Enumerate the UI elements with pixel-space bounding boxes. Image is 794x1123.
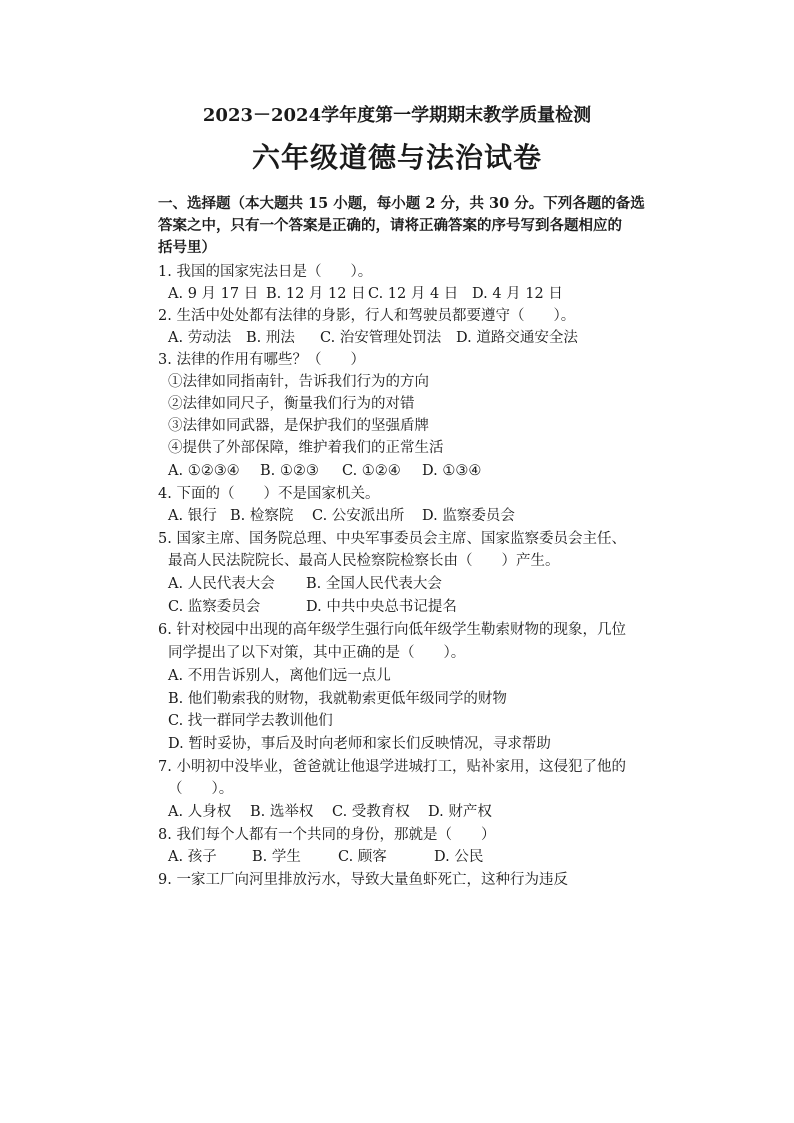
section-instruction-line-3: 括号里） bbox=[158, 239, 216, 256]
question-6-option-c: C. 找一群同学去教训他们 bbox=[168, 713, 333, 729]
question-3-item-2: ②法律如同尺子，衡量我们行为的对错 bbox=[168, 396, 415, 412]
option-c: C. 顾客 bbox=[338, 849, 387, 865]
question-5-options-row-2 bbox=[168, 597, 457, 617]
option-a: A. 劳动法 bbox=[168, 330, 232, 346]
option-b: B. 全国人民代表大会 bbox=[306, 576, 442, 592]
option-a: A. ①②③④ bbox=[168, 463, 240, 479]
option-c: C. 12 月 4 日 bbox=[368, 286, 459, 302]
option-d: D. ①③④ bbox=[422, 463, 482, 479]
section-instruction-line-1: 一、选择题（本大题共 15 小题，每小题 2 分，共 30 分。下列各题的备选 bbox=[158, 195, 645, 212]
question-2-stem: 2. 生活中处处都有法律的身影，行人和驾驶员都要遵守（ ）。 bbox=[158, 308, 576, 324]
question-6-option-d: D. 暂时妥协，事后及时向老师和家长们反映情况，寻求帮助 bbox=[168, 736, 551, 752]
option-b: B. 12 月 12 日 bbox=[266, 286, 366, 302]
exam-header-line: 2023－2024学年度第一学期期末教学质量检测 bbox=[202, 105, 592, 126]
question-7-stem-line-2: （ ）。 bbox=[168, 781, 234, 797]
question-9-stem: 9. 一家工厂向河里排放污水，导致大量鱼虾死亡，这种行为违反 bbox=[158, 872, 568, 888]
section-instruction-line-2: 答案之中，只有一个答案是正确的，请将正确答案的序号写到各题相应的 bbox=[158, 217, 622, 234]
question-4-options bbox=[168, 506, 515, 526]
option-b: B. ①②③ bbox=[260, 463, 319, 479]
exam-title: 六年级道德与法治试卷 bbox=[251, 141, 542, 174]
option-d: D. 监察委员会 bbox=[422, 508, 515, 524]
question-3-item-4: ④提供了外部保障，维护着我们的正常生活 bbox=[168, 440, 444, 456]
question-5-options-row-1 bbox=[168, 574, 442, 594]
option-a: A. 孩子 bbox=[168, 849, 217, 865]
option-c: C. 监察委员会 bbox=[168, 599, 261, 615]
question-7-stem-line-1: 7. 小明初中没毕业，爸爸就让他退学进城打工，贴补家用，这侵犯了他的 bbox=[158, 759, 626, 775]
option-c: C. 公安派出所 bbox=[312, 508, 405, 524]
question-2-options bbox=[168, 328, 578, 348]
question-3-stem: 3. 法律的作用有哪些？（ ） bbox=[158, 352, 365, 368]
question-4-stem: 4. 下面的（ ）不是国家机关。 bbox=[158, 486, 380, 502]
question-5-stem-line-2: 最高人民法院院长、最高人民检察院检察长由（ ）产生。 bbox=[168, 553, 560, 569]
option-d: D. 4 月 12 日 bbox=[472, 286, 563, 302]
question-8-stem: 8. 我们每个人都有一个共同的身份，那就是（ ） bbox=[158, 827, 496, 843]
question-7-options bbox=[168, 802, 492, 822]
option-c: C. 受教育权 bbox=[332, 804, 410, 820]
option-c: C. 治安管理处罚法 bbox=[320, 330, 442, 346]
option-d: D. 财产权 bbox=[428, 804, 492, 820]
question-3-options bbox=[168, 461, 481, 481]
question-6-stem-line-2: 同学提出了以下对策，其中正确的是（ ）。 bbox=[168, 645, 466, 661]
question-6-option-a: A. 不用告诉别人，离他们远一点儿 bbox=[168, 668, 391, 684]
option-d: D. 公民 bbox=[434, 849, 484, 865]
option-b: B. 选举权 bbox=[250, 804, 314, 820]
question-1-options bbox=[168, 284, 563, 304]
option-a: A. 人民代表大会 bbox=[168, 576, 275, 592]
question-3-item-1: ①法律如同指南针，告诉我们行为的方向 bbox=[168, 374, 429, 390]
option-d: D. 中共中央总书记提名 bbox=[306, 599, 457, 615]
question-3-item-3: ③法律如同武器，是保护我们的坚强盾牌 bbox=[168, 418, 429, 434]
option-c: C. ①②④ bbox=[342, 463, 401, 479]
option-b: B. 学生 bbox=[252, 849, 301, 865]
option-a: A. 9 月 17 日 bbox=[168, 286, 259, 302]
question-6-option-b: B. 他们勒索我的财物，我就勒索更低年级同学的财物 bbox=[168, 691, 507, 707]
question-6-stem-line-1: 6. 针对校园中出现的高年级学生强行向低年级学生勒索财物的现象，几位 bbox=[158, 622, 626, 638]
question-1-stem: 1. 我国的国家宪法日是（ ）。 bbox=[158, 264, 373, 280]
option-a: A. 银行 bbox=[168, 508, 217, 524]
option-a: A. 人身权 bbox=[168, 804, 232, 820]
option-b: B. 刑法 bbox=[246, 330, 295, 346]
question-5-stem-line-1: 5. 国家主席、国务院总理、中央军事委员会主席、国家监察委员会主任、 bbox=[158, 531, 626, 547]
option-b: B. 检察院 bbox=[230, 508, 294, 524]
option-d: D. 道路交通安全法 bbox=[456, 330, 578, 346]
question-8-options bbox=[168, 847, 483, 867]
